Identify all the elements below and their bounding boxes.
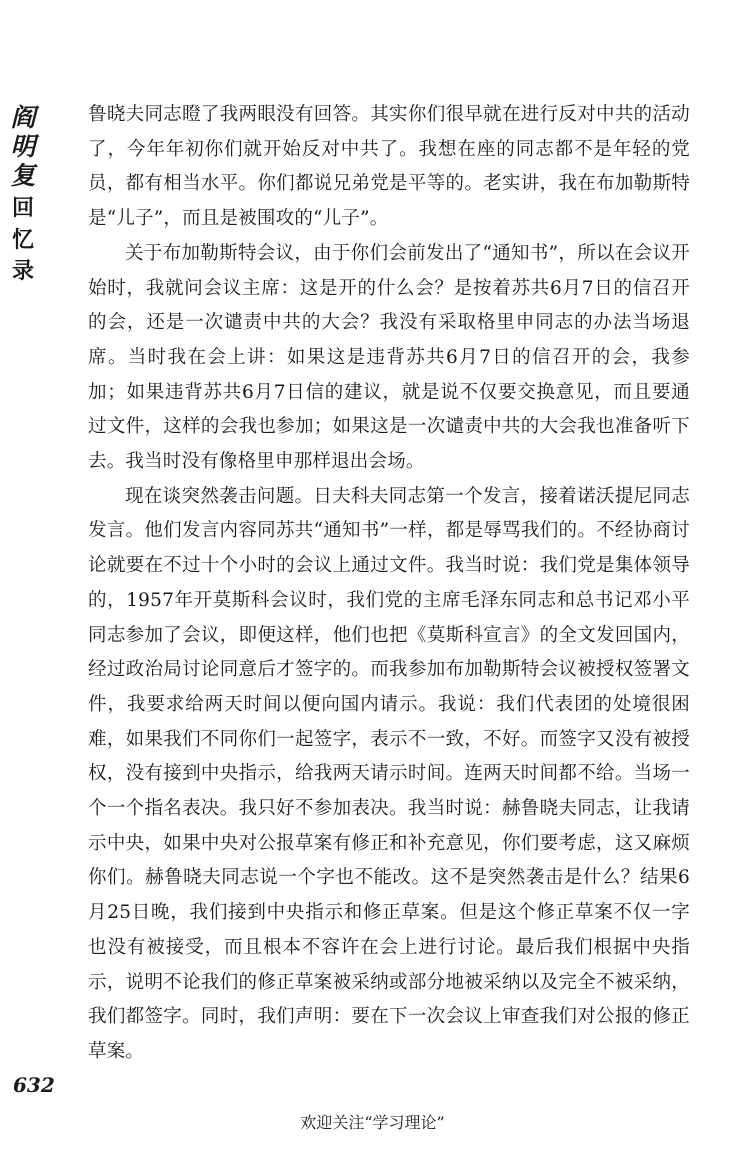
book-subtitle-char: 录 (11, 257, 34, 284)
author-name-char: 复 (10, 160, 36, 190)
paragraph-continued: 鲁晓夫同志瞪了我两眼没有回答。其实你们很早就在进行反对中共的活动了，今年年初你们就开始反对中共了。我想在座的同志都不是年轻的党员，都有相当水平。你们都说兄弟党是平等的。老实讲，我在布加勒斯特是“儿子”，而且是被围攻的“儿子”。 (88, 104, 690, 230)
author-name-char: 明 (10, 131, 36, 161)
author-name-char: 阎 (10, 103, 36, 132)
paragraph: 关于布加勒斯特会议，由于你们会前发出了“通知书”，所以在会议开始时，我就问会议主席：这是开的什么会？是按着苏共6月7日的信召开的会，还是一次谴责中共的大会？我没有采取格里申同志的办法当场退席。当时我在会上讲：如果这是违背苏共6月7日的信召开的会，我参加；如果违背苏共6月7日信的建议，就是说不仅要交换意见，而且要通过文件，这样的会我也参加；如果这是一次谴责中共的大会我也准备听下去。我当时没有像格里申那样退出会场。 (88, 242, 690, 473)
page-number: 632 (13, 1073, 55, 1097)
paragraph: 现在谈突然袭击问题。日夫科夫同志第一个发言，接着诺沃提尼同志发言。他们发言内容同苏共“通知书”一样，都是辱骂我们的。不经协商讨论就要在不过十个小时的会议上通过文件。我当时说：我们党是集体领导的，1957年开莫斯科会议时，我们党的主席毛泽东同志和总书记邓小平同志参加了会议，即便这样，他们也把《莫斯科宣言》的全文发回国内，经过政治局讨论同意后才签字的。而我参加布加勒斯特会议被授权签署文件，我要求给两天时间以便向国内请示。我说：我们代表团的处境很困难，如果我们不同你们一起签字，表示不一致，不好。而签字又没有被授权，没有接到中央指示，给我两天请示时间。连两天时间都不给。当场一个一个指名表决。我只好不参加表决。我当时说：赫鲁晓夫同志，让我请示中央，如果中央对公报草案有修正和补充意见，你们要考虑，这又麻烦你们。赫鲁晓夫同志说一个字也不能改。这不是突然袭击是什么？结果6月25日晚，我们接到中央指示和修正草案。但是这个修正草案不仅一字也没有被接受，而且根本不容许在会上进行讨论。最后我们根据中央指示，说明不论我们的修正草案被采纳或部分地被采纳以及完全不被采纳，我们都签字。同时，我们声明：要在下一次会议上审查我们对公报的修正草案。 (88, 485, 690, 1062)
footer-caption: 欢迎关注“学习理论” (300, 1113, 445, 1132)
book-subtitle-char: 回 (11, 195, 34, 222)
book-title-vertical (0, 104, 46, 284)
book-subtitle-char: 忆 (11, 226, 34, 253)
body-text (88, 98, 690, 1070)
